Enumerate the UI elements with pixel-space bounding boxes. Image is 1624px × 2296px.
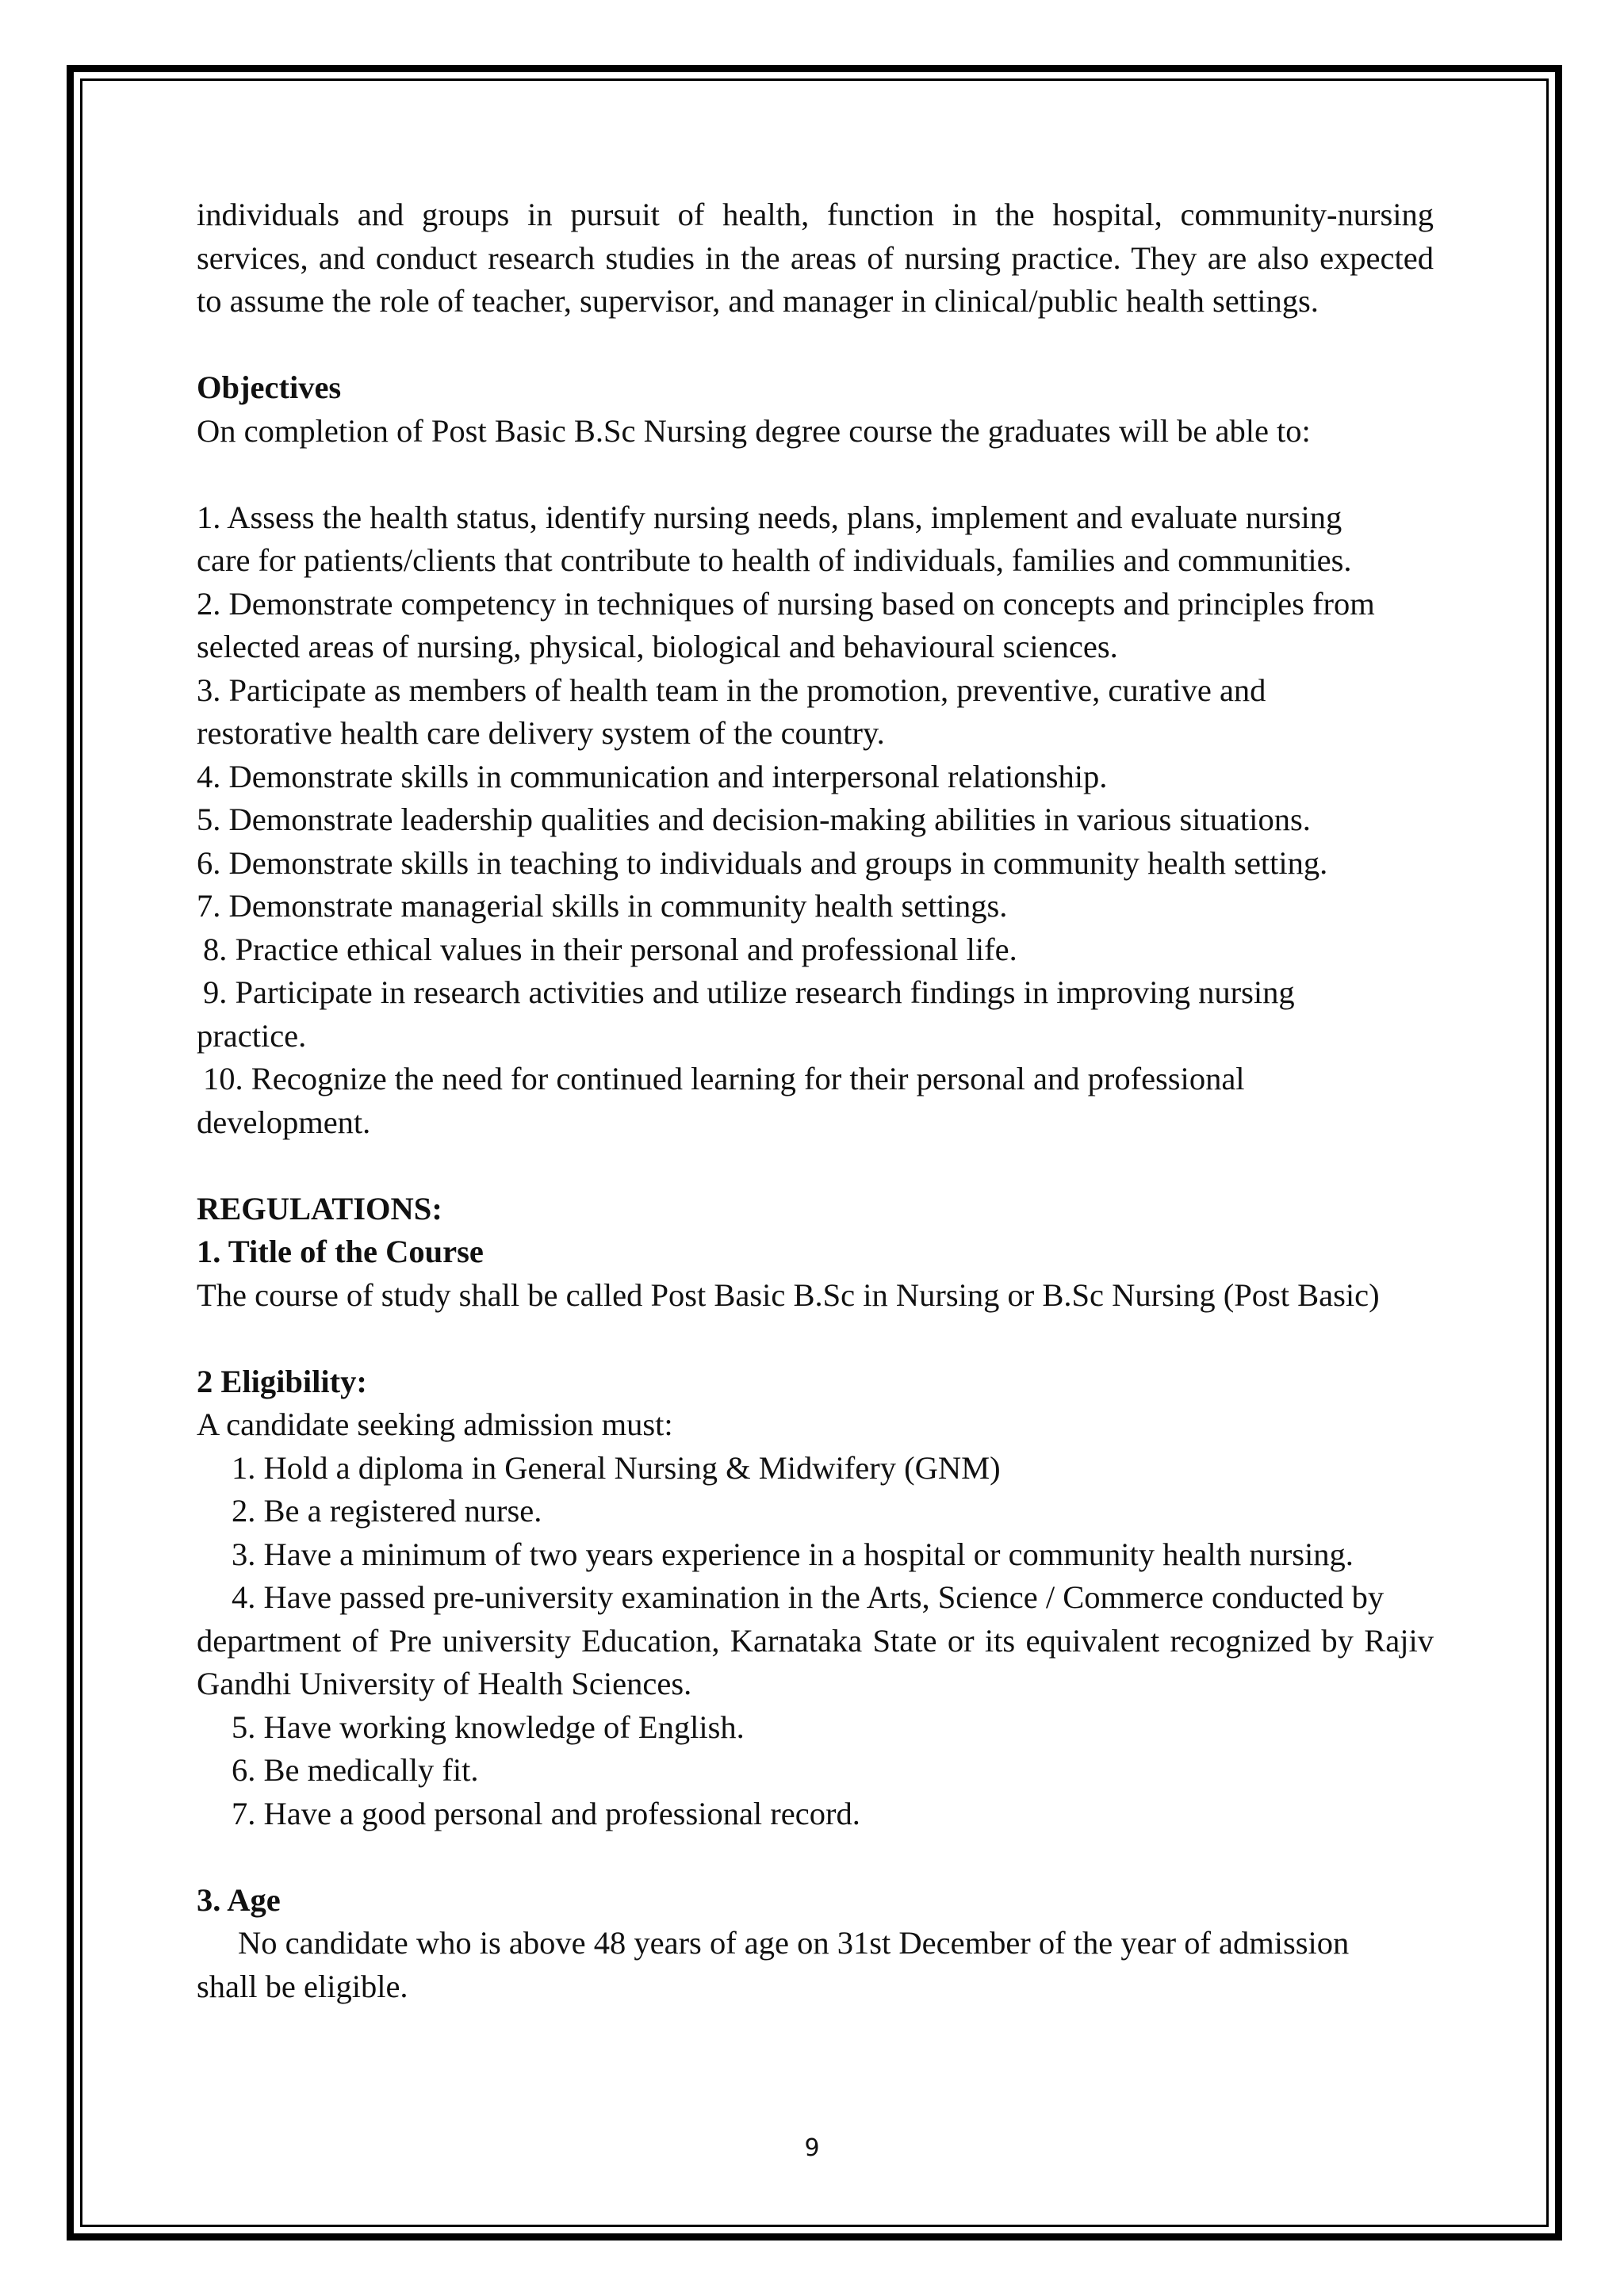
objective-line: 6. Demonstrate skills in teaching to individuals and groups in community health setting.: [197, 844, 1328, 881]
eligibility-item-4-line-1: 4. Have passed pre-university examination in the Arts, Science / Commerce conducted by: [232, 1579, 1385, 1615]
objective-line: 1. Assess the health status, identify nursing needs, plans, implement and evaluate nursing: [197, 499, 1342, 535]
eligibility-item: 5. Have working knowledge of English.: [232, 1709, 745, 1745]
eligibility-item: 6. Be medically fit.: [232, 1752, 479, 1788]
objective-line: 3. Participate as members of health team in the promotion, preventive, curative and: [197, 672, 1266, 708]
regulations-heading: REGULATIONS:: [197, 1190, 442, 1226]
course-title-heading: 1. Title of the Course: [197, 1234, 484, 1269]
age-line-2: shall be eligible.: [197, 1968, 408, 2004]
objective-line: development.: [197, 1104, 371, 1140]
intro-line-1: individuals and groups in pursuit of health, function in the hospital, community-nursing: [197, 197, 1434, 232]
objective-line: selected areas of nursing, physical, biological and behavioural sciences.: [197, 629, 1118, 664]
eligibility-item: 2. Be a registered nurse.: [232, 1493, 542, 1529]
intro-line-3: to assume the role of teacher, supervisor, and manager in clinical/public health settings.: [197, 283, 1319, 319]
objective-line: 4. Demonstrate skills in communication and interpersonal relationship.: [197, 758, 1108, 794]
page-number: 9: [804, 2134, 820, 2162]
objective-line: 2. Demonstrate competency in techniques of nursing based on concepts and principles from: [197, 585, 1375, 622]
eligibility-item-4-line-3: Gandhi University of Health Sciences.: [197, 1666, 692, 1701]
objective-line: care for patients/clients that contribute to health of individuals, families and communities.: [197, 542, 1352, 578]
eligibility-item: 3. Have a minimum of two years experience in a hospital or community health nursing.: [232, 1536, 1354, 1572]
objective-line: 10. Recognize the need for continued learning for their personal and professional: [203, 1061, 1245, 1096]
objective-line: 7. Demonstrate managerial skills in community health settings.: [197, 888, 1008, 924]
eligibility-item: 7. Have a good personal and professional record.: [232, 1795, 860, 1831]
eligibility-item: 1. Hold a diploma in General Nursing & Midwifery (GNM): [232, 1449, 1001, 1486]
objective-line: practice.: [197, 1017, 307, 1054]
document-body: [197, 193, 1434, 2008]
objectives-heading: Objectives: [197, 369, 342, 405]
objectives-lead: On completion of Post Basic B.Sc Nursing degree course the graduates will be able to:: [197, 412, 1311, 449]
objective-line: 9. Participate in research activities and utilize research findings in improving nursing: [203, 974, 1295, 1010]
age-line-1: No candidate who is above 48 years of age on 31st December of the year of admission: [238, 1925, 1350, 1961]
eligibility-heading: 2 Eligibility:: [197, 1363, 367, 1399]
intro-line-2: services, and conduct research studies in the areas of nursing practice. They are also expected: [197, 239, 1434, 276]
objective-line: restorative health care delivery system of the country.: [197, 715, 885, 751]
age-heading: 3. Age: [197, 1881, 281, 1918]
objective-line: 8. Practice ethical values in their personal and professional life.: [203, 931, 1017, 967]
objective-line: 5. Demonstrate leadership qualities and decision-making abilities in various situations.: [197, 802, 1311, 837]
eligibility-lead: A candidate seeking admission must:: [197, 1406, 673, 1442]
course-title-text: The course of study shall be called Post Basic B.Sc in Nursing or B.Sc Nursing (Post Basic): [197, 1276, 1380, 1313]
eligibility-item-4-line-2: department of Pre university Education, Karnataka State or its equivalent recognized by Rajiv: [197, 1622, 1434, 1659]
